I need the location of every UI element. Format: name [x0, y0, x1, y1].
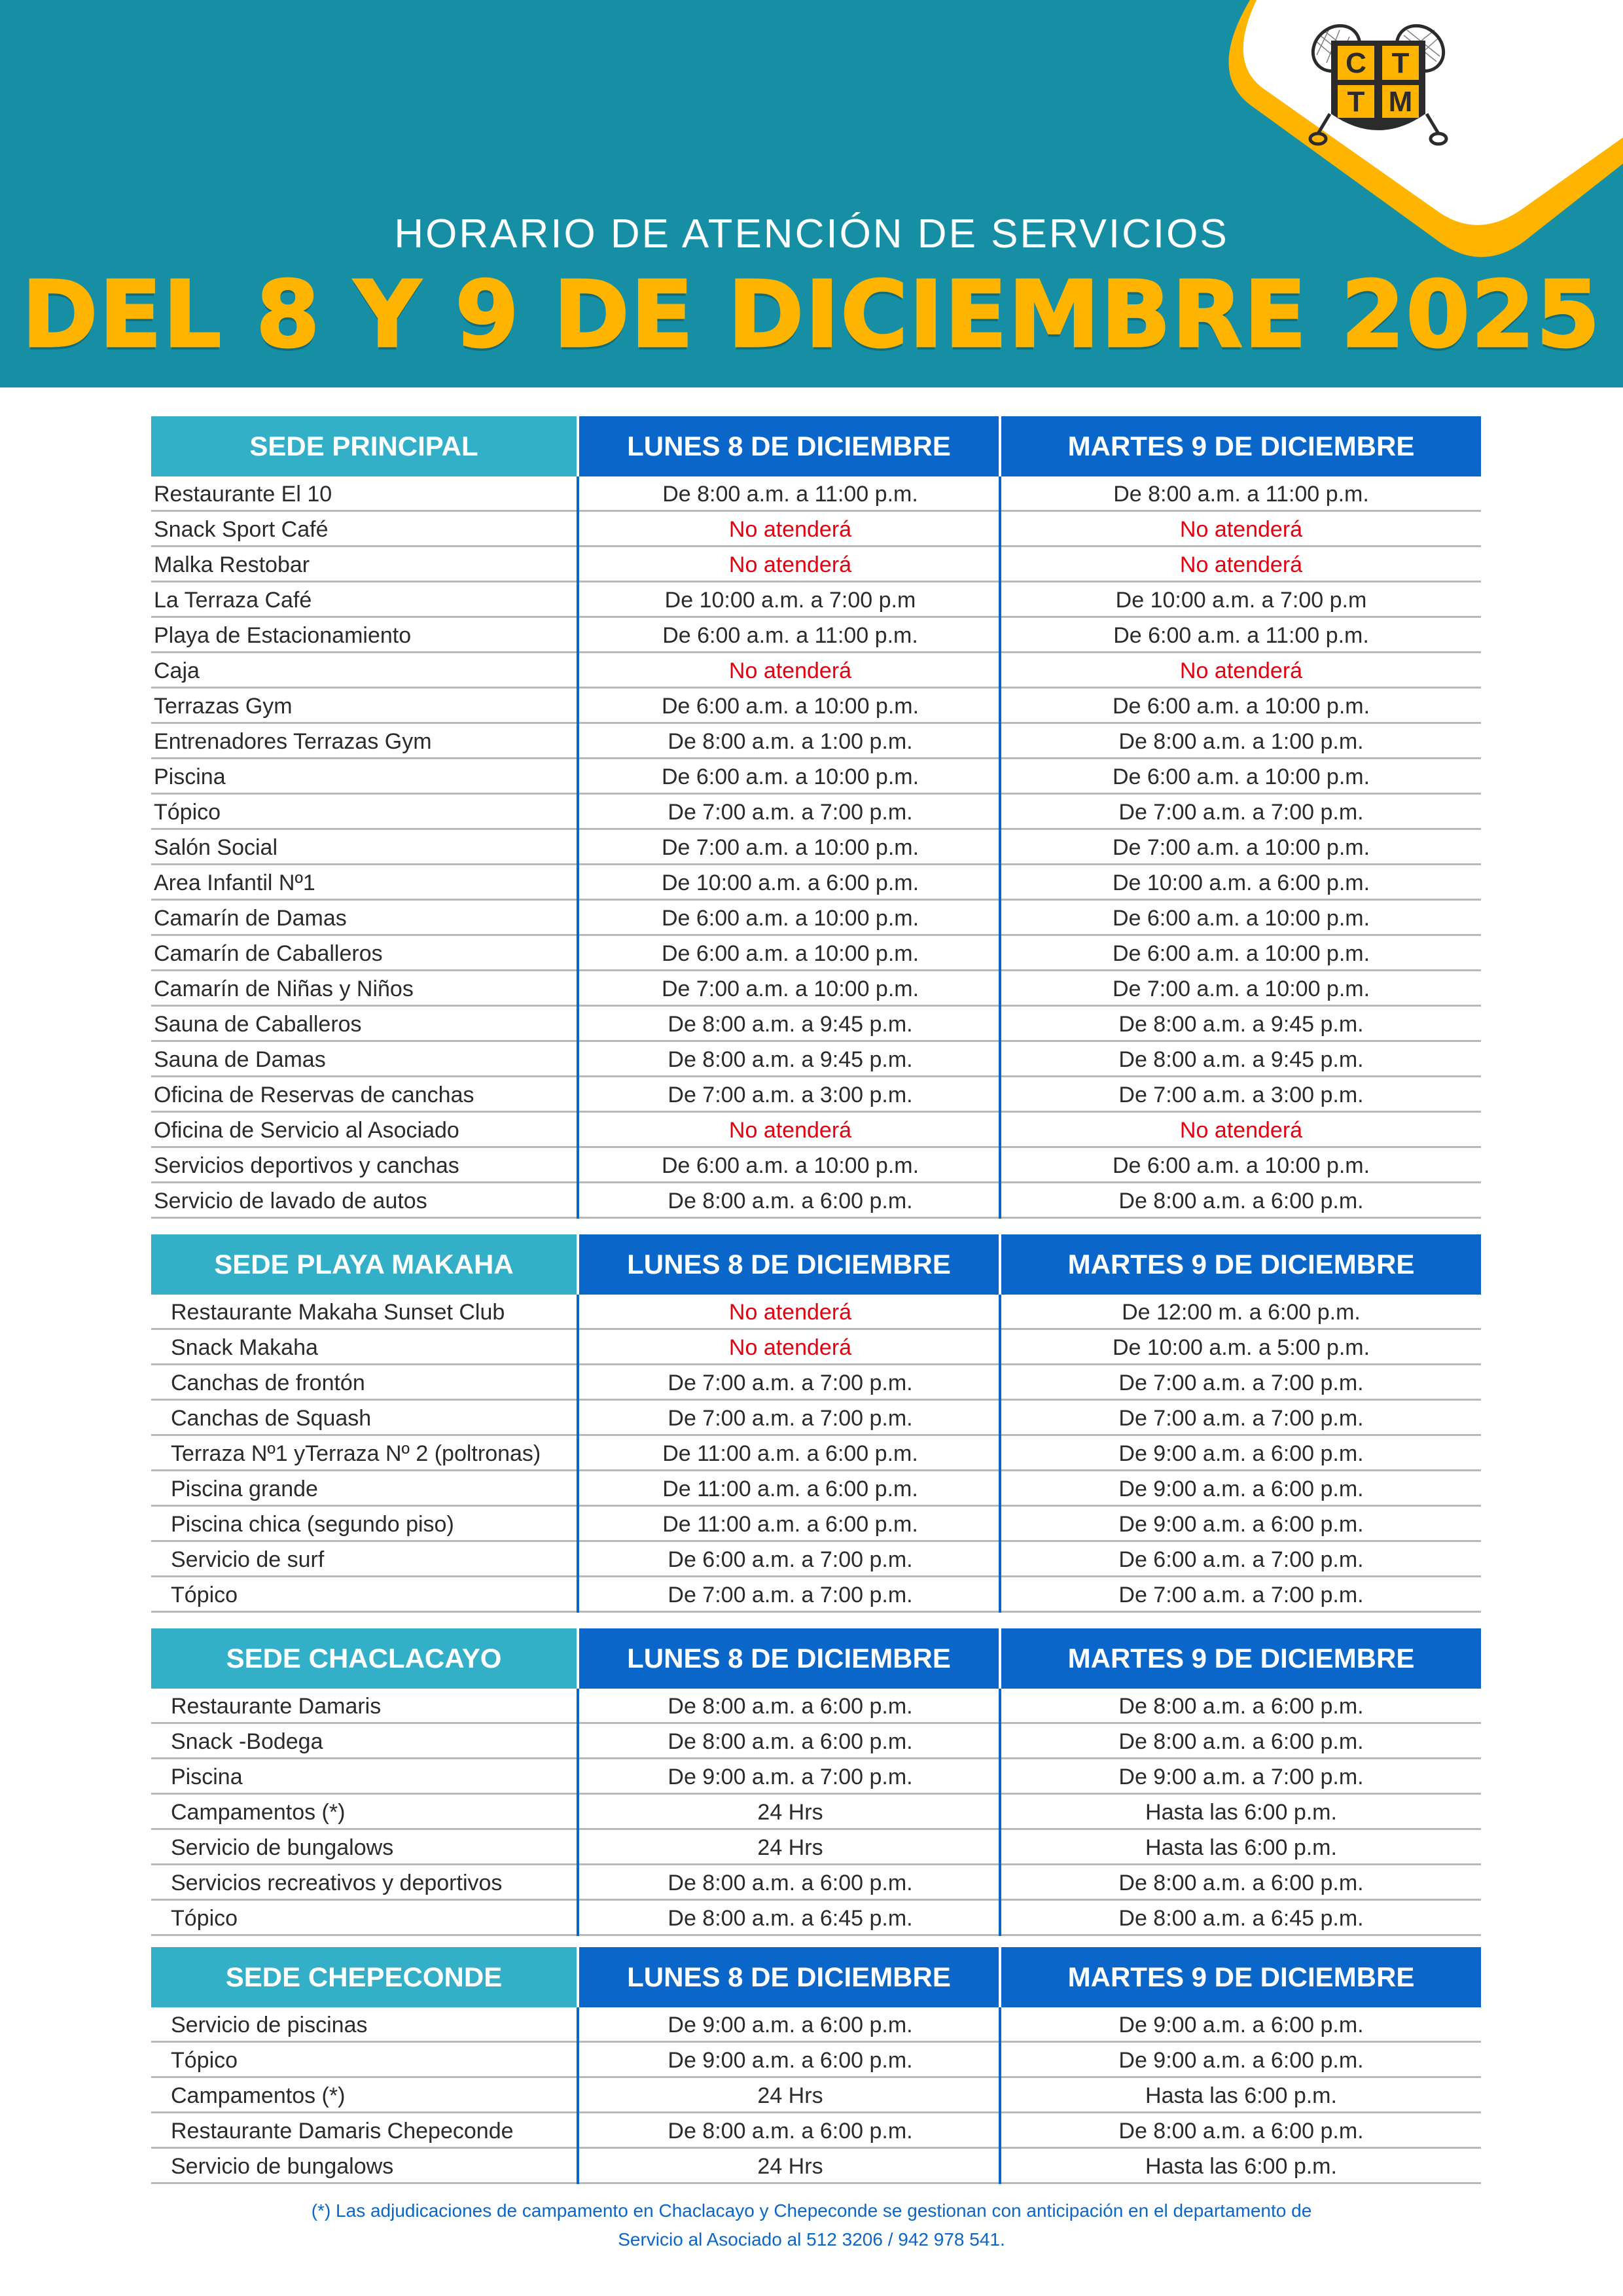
day2-header: MARTES 9 DE DICIEMBRE — [1001, 1234, 1481, 1295]
service-name: Caja — [154, 658, 200, 683]
table-row — [151, 1471, 1481, 1507]
day1-hours: No atenderá — [728, 517, 852, 542]
column-divider — [577, 476, 579, 1219]
day2-hours: De 9:00 a.m. a 6:00 p.m. — [1118, 1441, 1364, 1466]
section-name: SEDE PLAYA MAKAHA — [151, 1234, 577, 1295]
day1-hours: De 10:00 a.m. a 6:00 p.m. — [661, 870, 919, 895]
table-row — [151, 1113, 1481, 1148]
day1-hours: De 9:00 a.m. a 7:00 p.m. — [668, 1765, 913, 1789]
section-table — [151, 1234, 1481, 1613]
day1-hours: De 6:00 a.m. a 10:00 p.m. — [661, 764, 919, 789]
service-name: Piscina — [171, 1765, 243, 1789]
day1-hours: No atenderá — [728, 1335, 852, 1360]
service-name: Canchas de Squash — [171, 1406, 372, 1431]
page-title: DEL 8 Y 9 DE DICIEMBRE 2025 — [22, 262, 1601, 368]
day2-hours: De 8:00 a.m. a 6:00 p.m. — [1118, 1189, 1364, 1213]
section-header — [151, 1947, 1481, 2007]
day1-hours: De 6:00 a.m. a 10:00 p.m. — [661, 906, 919, 931]
footnote-line-2: Servicio al Asociado al 512 3206 / 942 978 541. — [618, 2229, 1005, 2250]
day2-hours: De 10:00 a.m. a 7:00 p.m — [1115, 588, 1367, 613]
service-name: Malka Restobar — [154, 552, 310, 577]
day2-hours: De 8:00 a.m. a 1:00 p.m. — [1118, 729, 1364, 754]
day1-hours: De 8:00 a.m. a 6:00 p.m. — [668, 1871, 913, 1895]
day1-hours: De 10:00 a.m. a 7:00 p.m — [664, 588, 916, 613]
service-name: Campamentos (*) — [171, 2083, 346, 2108]
service-name: Servicios deportivos y canchas — [154, 1153, 459, 1178]
table-row — [151, 1759, 1481, 1795]
day2-hours: De 9:00 a.m. a 6:00 p.m. — [1118, 1512, 1364, 1537]
table-row — [151, 2007, 1481, 2043]
day1-hours: De 8:00 a.m. a 11:00 p.m. — [662, 482, 918, 507]
column-divider — [577, 2007, 579, 2184]
table-row — [151, 2078, 1481, 2113]
section-name: SEDE CHEPECONDE — [151, 1947, 577, 2007]
day1-hours: De 7:00 a.m. a 7:00 p.m. — [668, 1583, 913, 1607]
table-row — [151, 2149, 1481, 2184]
day2-hours: No atenderá — [1179, 658, 1303, 683]
day2-hours: De 9:00 a.m. a 6:00 p.m. — [1118, 2013, 1364, 2037]
service-name: Snack Sport Café — [154, 517, 329, 542]
day2-hours: Hasta las 6:00 p.m. — [1145, 2083, 1337, 2108]
service-name: Restaurante Makaha Sunset Club — [171, 1300, 505, 1325]
table-row — [151, 618, 1481, 653]
day2-hours: De 6:00 a.m. a 10:00 p.m. — [1112, 1153, 1370, 1178]
section-rows — [151, 1295, 1481, 1613]
section-table — [151, 1628, 1481, 1936]
day1-hours: De 8:00 a.m. a 6:45 p.m. — [668, 1906, 913, 1931]
service-name: Tópico — [171, 2048, 238, 2073]
service-name: Oficina de Reservas de canchas — [154, 1083, 474, 1107]
day1-hours: De 8:00 a.m. a 1:00 p.m. — [668, 729, 913, 754]
service-name: Tópico — [154, 800, 221, 825]
day2-hours: De 7:00 a.m. a 7:00 p.m. — [1118, 800, 1364, 825]
day2-hours: Hasta las 6:00 p.m. — [1145, 1835, 1337, 1860]
table-row — [151, 1724, 1481, 1759]
service-name: Salón Social — [154, 835, 278, 860]
service-name: Restaurante Damaris — [171, 1694, 382, 1719]
day2-header: MARTES 9 DE DICIEMBRE — [1001, 1628, 1481, 1689]
header-banner — [0, 0, 1623, 387]
service-name: Restaurante Damaris Chepeconde — [171, 2119, 514, 2144]
day1-hours: De 7:00 a.m. a 7:00 p.m. — [668, 1371, 913, 1395]
section-table — [151, 416, 1481, 1219]
day1-hours: De 6:00 a.m. a 10:00 p.m. — [661, 941, 919, 966]
table-row — [151, 865, 1481, 901]
day1-hours: De 8:00 a.m. a 6:00 p.m. — [668, 1729, 913, 1754]
service-name: Piscina — [154, 764, 226, 789]
table-row — [151, 512, 1481, 547]
day1-hours: 24 Hrs — [757, 1800, 823, 1825]
column-divider — [999, 2007, 1001, 2184]
table-row — [151, 1542, 1481, 1577]
day2-hours: De 10:00 a.m. a 5:00 p.m. — [1112, 1335, 1370, 1360]
table-row — [151, 1042, 1481, 1077]
service-name: Servicio de bungalows — [171, 1835, 394, 1860]
table-row — [151, 1077, 1481, 1113]
table-row — [151, 1401, 1481, 1436]
table-row — [151, 1436, 1481, 1471]
service-name: Tópico — [171, 1583, 238, 1607]
service-name: Terraza Nº1 yTerraza Nº 2 (poltronas) — [171, 1441, 541, 1466]
day1-hours: De 7:00 a.m. a 10:00 p.m. — [661, 977, 919, 1001]
day1-header: LUNES 8 DE DICIEMBRE — [579, 416, 999, 476]
table-row — [151, 2113, 1481, 2149]
day2-hours: De 8:00 a.m. a 6:00 p.m. — [1118, 1871, 1364, 1895]
table-row — [151, 1795, 1481, 1830]
footnote-line-1: (*) Las adjudicaciones de campamento en Chaclacayo y Chepeconde se gestionan con anticipación en el departamento de — [311, 2200, 1312, 2221]
column-divider — [577, 1689, 579, 1936]
service-name: Snack Makaha — [171, 1335, 318, 1360]
day2-header: MARTES 9 DE DICIEMBRE — [1001, 1947, 1481, 2007]
service-name: Camarín de Niñas y Niños — [154, 977, 414, 1001]
day2-hours: De 7:00 a.m. a 3:00 p.m. — [1118, 1083, 1364, 1107]
table-row — [151, 1830, 1481, 1865]
day1-header: LUNES 8 DE DICIEMBRE — [579, 1234, 999, 1295]
logo-letter-t1: T — [1391, 47, 1410, 79]
service-name: Campamentos (*) — [171, 1800, 346, 1825]
service-name: La Terraza Café — [154, 588, 312, 613]
day1-header: LUNES 8 DE DICIEMBRE — [579, 1628, 999, 1689]
day1-hours: De 7:00 a.m. a 3:00 p.m. — [668, 1083, 913, 1107]
service-name: Area Infantil Nº1 — [154, 870, 315, 895]
day2-hours: De 6:00 a.m. a 10:00 p.m. — [1112, 906, 1370, 931]
service-name: Entrenadores Terrazas Gym — [154, 729, 432, 754]
table-row — [151, 1148, 1481, 1183]
table-row — [151, 1689, 1481, 1724]
table-row — [151, 1865, 1481, 1901]
table-row — [151, 901, 1481, 936]
day1-hours: De 8:00 a.m. a 6:00 p.m. — [668, 2119, 913, 2144]
day1-hours: De 11:00 a.m. a 6:00 p.m. — [662, 1477, 918, 1501]
service-name: Camarín de Damas — [154, 906, 347, 931]
table-row — [151, 759, 1481, 795]
table-row — [151, 1577, 1481, 1613]
cttm-logo — [1304, 16, 1453, 156]
day2-hours: De 6:00 a.m. a 10:00 p.m. — [1112, 694, 1370, 719]
day2-hours: De 10:00 a.m. a 6:00 p.m. — [1112, 870, 1370, 895]
section-rows — [151, 476, 1481, 1219]
day2-hours: De 6:00 a.m. a 10:00 p.m. — [1112, 764, 1370, 789]
logo-letter-m: M — [1388, 86, 1413, 118]
day1-hours: De 9:00 a.m. a 6:00 p.m. — [668, 2048, 913, 2073]
column-divider — [999, 1295, 1001, 1613]
day1-hours: 24 Hrs — [757, 1835, 823, 1860]
day1-hours: De 6:00 a.m. a 10:00 p.m. — [661, 694, 919, 719]
day2-hours: De 8:00 a.m. a 6:45 p.m. — [1118, 1906, 1364, 1931]
service-name: Servicio de lavado de autos — [154, 1189, 427, 1213]
day1-hours: 24 Hrs — [757, 2083, 823, 2108]
table-row — [151, 1330, 1481, 1365]
day2-hours: De 6:00 a.m. a 10:00 p.m. — [1112, 941, 1370, 966]
section-rows — [151, 2007, 1481, 2184]
section-name: SEDE PRINCIPAL — [151, 416, 577, 476]
service-name: Camarín de Caballeros — [154, 941, 383, 966]
table-row — [151, 2043, 1481, 2078]
table-row — [151, 1365, 1481, 1401]
day2-hours: De 8:00 a.m. a 9:45 p.m. — [1118, 1012, 1364, 1037]
service-name: Oficina de Servicio al Asociado — [154, 1118, 459, 1143]
day2-hours: De 7:00 a.m. a 10:00 p.m. — [1112, 977, 1370, 1001]
table-row — [151, 1183, 1481, 1219]
service-name: Terrazas Gym — [154, 694, 293, 719]
day1-hours: De 7:00 a.m. a 10:00 p.m. — [661, 835, 919, 860]
day2-hours: De 6:00 a.m. a 11:00 p.m. — [1113, 623, 1369, 648]
service-name: Servicios recreativos y deportivos — [171, 1871, 503, 1895]
day1-hours: De 6:00 a.m. a 7:00 p.m. — [668, 1547, 913, 1572]
column-divider — [999, 1689, 1001, 1936]
day2-hours: De 7:00 a.m. a 10:00 p.m. — [1112, 835, 1370, 860]
table-row — [151, 971, 1481, 1007]
day2-header: MARTES 9 DE DICIEMBRE — [1001, 416, 1481, 476]
day1-hours: De 6:00 a.m. a 10:00 p.m. — [661, 1153, 919, 1178]
table-row — [151, 724, 1481, 759]
day1-hours: De 8:00 a.m. a 6:00 p.m. — [668, 1694, 913, 1719]
day1-hours: No atenderá — [728, 552, 852, 577]
table-row — [151, 1507, 1481, 1542]
day2-hours: No atenderá — [1179, 1118, 1303, 1143]
section-header — [151, 1234, 1481, 1295]
day2-hours: De 9:00 a.m. a 6:00 p.m. — [1118, 2048, 1364, 2073]
table-row — [151, 583, 1481, 618]
day2-hours: Hasta las 6:00 p.m. — [1145, 1800, 1337, 1825]
table-row — [151, 936, 1481, 971]
day2-hours: De 9:00 a.m. a 7:00 p.m. — [1118, 1765, 1364, 1789]
day1-hours: 24 Hrs — [757, 2154, 823, 2179]
service-name: Snack -Bodega — [171, 1729, 323, 1754]
day1-hours: De 8:00 a.m. a 9:45 p.m. — [668, 1047, 913, 1072]
column-divider — [999, 476, 1001, 1219]
day2-hours: De 8:00 a.m. a 11:00 p.m. — [1113, 482, 1369, 507]
service-name: Playa de Estacionamiento — [154, 623, 412, 648]
table-row — [151, 1007, 1481, 1042]
day1-hours: De 7:00 a.m. a 7:00 p.m. — [668, 800, 913, 825]
day2-hours: No atenderá — [1179, 552, 1303, 577]
day2-hours: Hasta las 6:00 p.m. — [1145, 2154, 1337, 2179]
table-row — [151, 476, 1481, 512]
table-row — [151, 1295, 1481, 1330]
day1-hours: De 8:00 a.m. a 6:00 p.m. — [668, 1189, 913, 1213]
table-row — [151, 1901, 1481, 1936]
service-name: Servicio de surf — [171, 1547, 325, 1572]
day1-hours: De 8:00 a.m. a 9:45 p.m. — [668, 1012, 913, 1037]
day2-hours: De 8:00 a.m. a 6:00 p.m. — [1118, 1729, 1364, 1754]
table-row — [151, 653, 1481, 689]
service-name: Sauna de Damas — [154, 1047, 326, 1072]
page-subtitle: HORARIO DE ATENCIÓN DE SERVICIOS — [394, 211, 1229, 257]
service-name: Sauna de Caballeros — [154, 1012, 362, 1037]
service-name: Restaurante El 10 — [154, 482, 332, 507]
day1-hours: De 11:00 a.m. a 6:00 p.m. — [662, 1441, 918, 1466]
day2-hours: De 8:00 a.m. a 9:45 p.m. — [1118, 1047, 1364, 1072]
service-name: Servicio de piscinas — [171, 2013, 368, 2037]
service-name: Piscina grande — [171, 1477, 318, 1501]
day2-hours: No atenderá — [1179, 517, 1303, 542]
service-name: Tópico — [171, 1906, 238, 1931]
day2-hours: De 9:00 a.m. a 6:00 p.m. — [1118, 1477, 1364, 1501]
day2-hours: De 7:00 a.m. a 7:00 p.m. — [1118, 1406, 1364, 1431]
day1-hours: De 11:00 a.m. a 6:00 p.m. — [662, 1512, 918, 1537]
day1-hours: No atenderá — [728, 1300, 852, 1325]
day1-hours: De 9:00 a.m. a 6:00 p.m. — [668, 2013, 913, 2037]
footnote — [0, 2197, 1623, 2254]
section-rows — [151, 1689, 1481, 1936]
service-name: Servicio de bungalows — [171, 2154, 394, 2179]
column-divider — [577, 1295, 579, 1613]
table-row — [151, 689, 1481, 724]
day2-hours: De 7:00 a.m. a 7:00 p.m. — [1118, 1583, 1364, 1607]
section-header — [151, 1628, 1481, 1689]
table-row — [151, 547, 1481, 583]
day2-hours: De 12:00 m. a 6:00 p.m. — [1122, 1300, 1361, 1325]
service-name: Piscina chica (segundo piso) — [171, 1512, 454, 1537]
table-row — [151, 830, 1481, 865]
logo-letter-c: C — [1346, 47, 1366, 79]
day2-hours: De 8:00 a.m. a 6:00 p.m. — [1118, 1694, 1364, 1719]
section-name: SEDE CHACLACAYO — [151, 1628, 577, 1689]
day1-hours: No atenderá — [728, 1118, 852, 1143]
day2-hours: De 7:00 a.m. a 7:00 p.m. — [1118, 1371, 1364, 1395]
day2-hours: De 8:00 a.m. a 6:00 p.m. — [1118, 2119, 1364, 2144]
day2-hours: De 6:00 a.m. a 7:00 p.m. — [1118, 1547, 1364, 1572]
day1-header: LUNES 8 DE DICIEMBRE — [579, 1947, 999, 2007]
day1-hours: De 7:00 a.m. a 7:00 p.m. — [668, 1406, 913, 1431]
day1-hours: De 6:00 a.m. a 11:00 p.m. — [662, 623, 918, 648]
service-name: Canchas de frontón — [171, 1371, 365, 1395]
section-table — [151, 1947, 1481, 2184]
table-row — [151, 795, 1481, 830]
day1-hours: No atenderá — [728, 658, 852, 683]
section-header — [151, 416, 1481, 476]
logo-letter-t2: T — [1347, 86, 1365, 118]
